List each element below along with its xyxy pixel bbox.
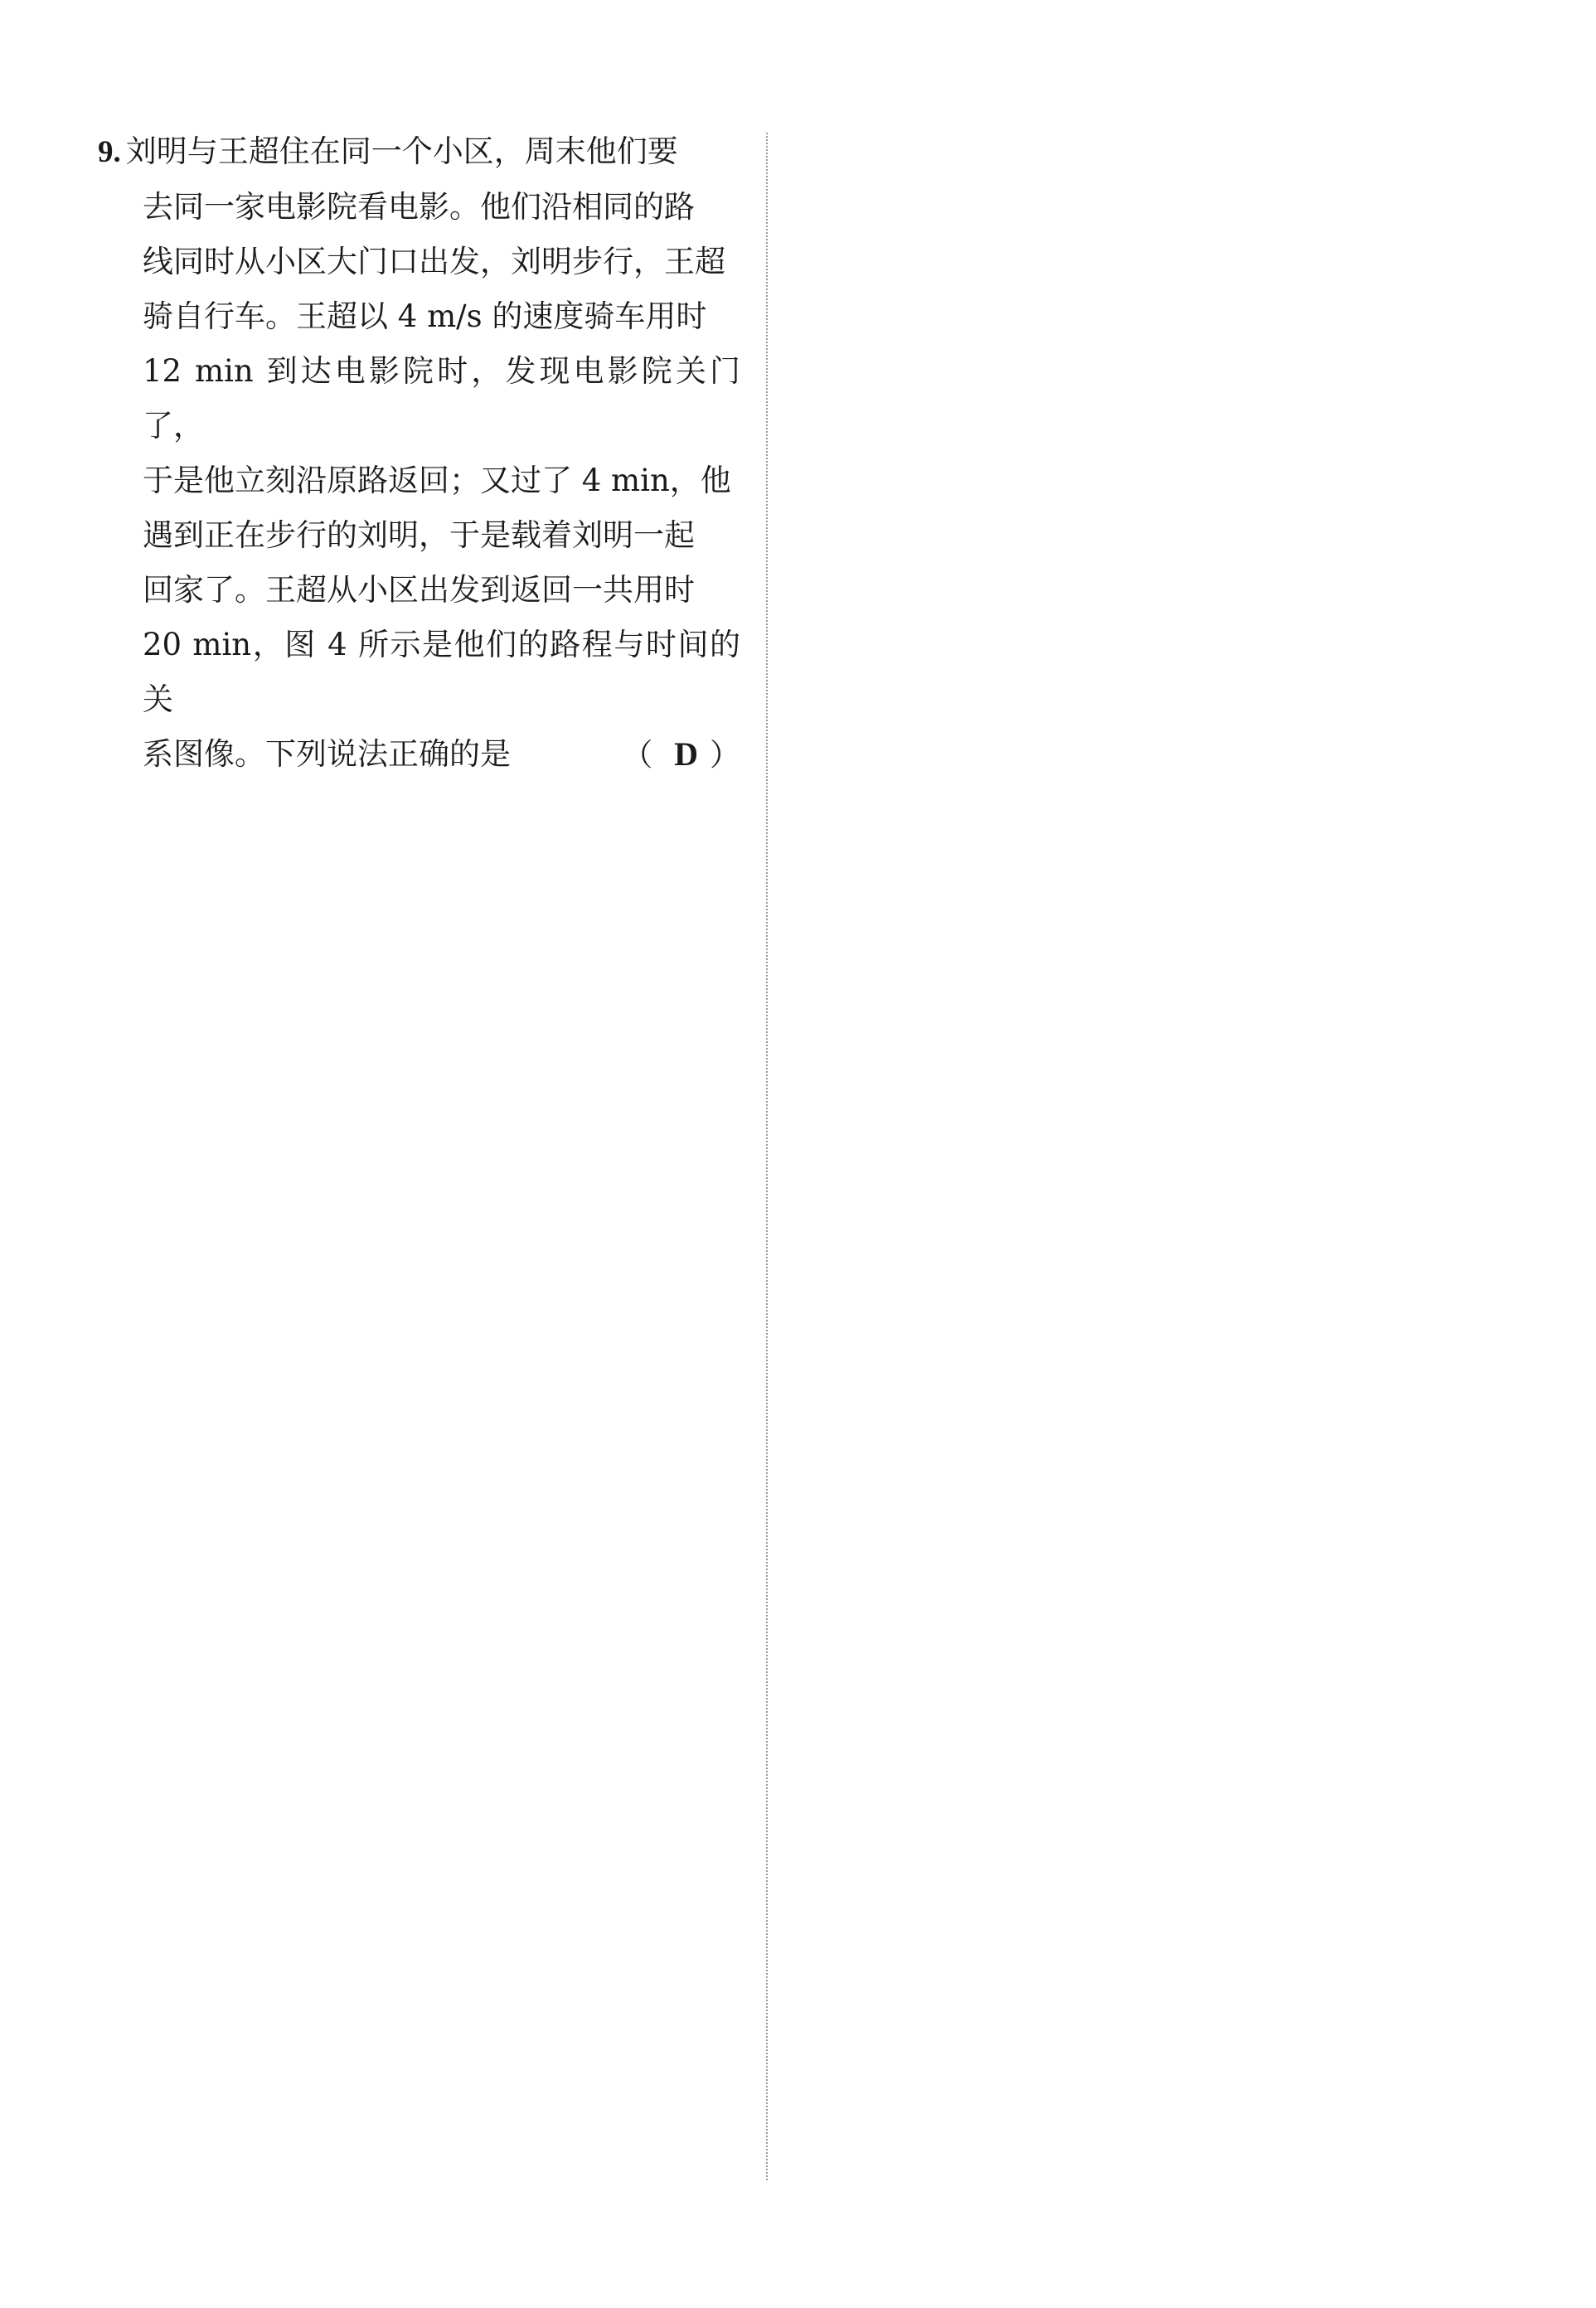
q9-answer-bracket: （ D ） <box>622 735 740 773</box>
q9-answer: D <box>674 735 698 773</box>
q9-line: 刘明与王超住在同一个小区，周末他们要 <box>125 133 678 169</box>
column-divider <box>766 133 768 2180</box>
distance-time-graph <box>268 782 616 1030</box>
q9-line: 骑自行车。王超以 4 m/s 的速度骑车用时 <box>143 298 707 334</box>
figure-4 <box>98 782 740 1030</box>
q9-line: 线同时从小区大门口出发，刘明步行，王超 <box>143 244 725 279</box>
q9-line: 12 min 到达电影院时，发现电影院关门了， <box>143 353 740 444</box>
q9-line: 于是他立刻沿原路返回；又过了 4 min，他 <box>143 463 731 498</box>
question-9 <box>98 124 740 782</box>
q9-line: 20 min，图 4 所示是他们的路程与时间的关 <box>143 627 740 717</box>
q9-line: 遇到正在步行的刘明，于是载着刘明一起 <box>143 517 695 553</box>
q9-line: 去同一家电影院看电影。他们沿相同的路 <box>143 189 695 225</box>
q9-line: 回家了。王超从小区出发到返回一共用时 <box>143 572 695 608</box>
q9-line: 系图像。下列说法正确的是 <box>143 736 511 772</box>
left-column <box>98 124 740 1030</box>
q9-number: 9. <box>98 135 121 169</box>
